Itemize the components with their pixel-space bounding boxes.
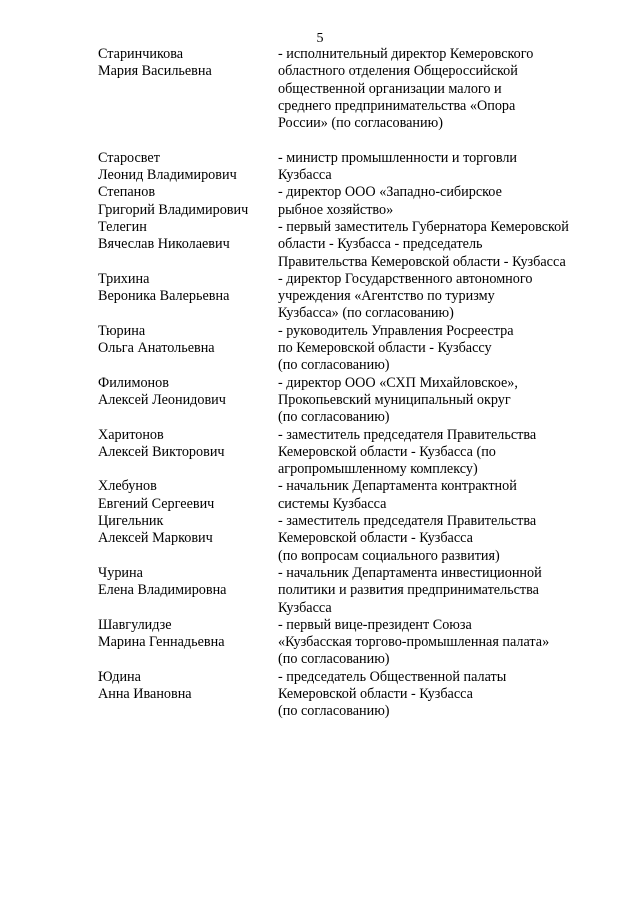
role-line: - министр промышленности и торговли <box>278 149 518 166</box>
role-line: Кемеровской области - Кузбасса (по <box>278 443 496 460</box>
member-surname: Тюрина <box>98 322 146 339</box>
role-line: - исполнительный директор Кемеровского <box>278 46 534 62</box>
role-line: (по согласованию) <box>278 409 390 426</box>
member-role <box>278 478 598 513</box>
member-name <box>98 184 278 219</box>
page-number: 5 <box>316 31 324 46</box>
member-surname: Шавгулидзе <box>98 616 172 633</box>
member-surname: Хлебунов <box>98 478 157 495</box>
member-role <box>278 617 598 669</box>
member-role <box>278 219 598 271</box>
member-name <box>98 150 278 185</box>
member-name <box>98 271 278 306</box>
member-given-names: Вячеслав Николаевич <box>98 236 230 253</box>
role-line: (по вопросам социального развития) <box>278 547 500 564</box>
role-line: агропромышленному комплексу) <box>278 461 478 478</box>
role-line: (по согласованию) <box>278 357 390 374</box>
member-entry <box>98 323 598 375</box>
member-surname: Старинчикова <box>98 46 184 62</box>
member-name <box>98 375 278 410</box>
entry-gap <box>98 132 598 149</box>
member-role <box>278 271 598 323</box>
member-surname: Харитонов <box>98 426 164 443</box>
role-line: «Кузбасская торгово-промышленная палата» <box>278 634 550 651</box>
member-surname: Трихина <box>98 270 150 287</box>
member-entry <box>98 617 598 669</box>
role-line: - руководитель Управления Росреестра <box>278 322 514 339</box>
role-line: - начальник Департамента контрактной <box>278 478 517 495</box>
member-given-names: Алексей Леонидович <box>98 391 226 408</box>
role-line: общественной организации малого и <box>278 80 502 97</box>
role-line: учреждения «Агентство по туризму <box>278 288 495 305</box>
role-line: Кузбасса <box>278 167 332 184</box>
role-line: России» (по согласованию) <box>278 115 443 132</box>
member-entry <box>98 150 598 185</box>
member-entry <box>98 219 598 271</box>
role-line: - директор Государственного автономного <box>278 270 533 287</box>
role-line: среднего предпринимательства «Опора <box>278 97 516 114</box>
role-line: области - Кузбасса - председатель <box>278 236 483 253</box>
member-surname: Степанов <box>98 184 156 201</box>
role-line: (по согласованию) <box>278 703 390 720</box>
role-line: областного отделения Общероссийской <box>278 63 518 80</box>
member-surname: Цигельник <box>98 513 164 530</box>
role-line: - директор ООО «СХП Михайловское», <box>278 374 518 391</box>
role-line: по Кемеровской области - Кузбассу <box>278 340 492 357</box>
role-line: Правительства Кемеровской области - Кузбасса <box>278 253 566 270</box>
member-name <box>98 323 278 358</box>
member-surname: Чурина <box>98 564 143 581</box>
role-line: - председатель Общественной палаты <box>278 668 507 685</box>
role-line: Кемеровской области - Кузбасса <box>278 530 473 547</box>
member-name <box>98 427 278 462</box>
member-surname: Телегин <box>98 218 147 235</box>
member-role <box>278 513 598 565</box>
role-line: - заместитель председателя Правительства <box>278 513 537 530</box>
role-line: - первый вице-президент Союза <box>278 616 472 633</box>
member-name <box>98 669 278 704</box>
member-entry <box>98 271 598 323</box>
member-role <box>278 669 598 721</box>
member-entry <box>98 478 598 513</box>
role-line: Кузбасса <box>278 599 332 616</box>
member-name <box>98 513 278 548</box>
member-role <box>278 375 598 427</box>
role-line: рыбное хозяйство» <box>278 201 394 218</box>
role-line: системы Кузбасса <box>278 495 387 512</box>
member-given-names: Евгений Сергеевич <box>98 495 215 512</box>
member-given-names: Григорий Владимирович <box>98 201 249 218</box>
role-line: Прокопьевский муниципальный округ <box>278 391 511 408</box>
member-entry <box>98 669 598 721</box>
member-name <box>98 478 278 513</box>
role-line: Кузбасса» (по согласованию) <box>278 305 454 322</box>
member-list <box>98 46 598 721</box>
member-surname: Филимонов <box>98 374 169 391</box>
member-given-names: Алексей Маркович <box>98 530 213 547</box>
member-given-names: Алексей Викторович <box>98 443 225 460</box>
member-role <box>278 150 598 185</box>
member-name <box>98 46 278 81</box>
role-line: политики и развития предпринимательства <box>278 582 539 599</box>
member-entry <box>98 513 598 565</box>
member-entry <box>98 427 598 479</box>
member-given-names: Леонид Владимирович <box>98 167 237 184</box>
member-given-names: Ольга Анатольевна <box>98 340 215 357</box>
member-role <box>278 323 598 375</box>
member-given-names: Марина Геннадьевна <box>98 634 225 651</box>
role-line: - начальник Департамента инвестиционной <box>278 564 542 581</box>
member-given-names: Елена Владимировна <box>98 582 227 599</box>
member-entry <box>98 46 598 132</box>
member-name <box>98 617 278 652</box>
member-role <box>278 427 598 479</box>
member-given-names: Мария Васильевна <box>98 63 212 80</box>
role-line: Кемеровской области - Кузбасса <box>278 685 473 702</box>
member-entry <box>98 375 598 427</box>
role-line: - заместитель председателя Правительства <box>278 426 537 443</box>
role-line: - директор ООО «Западно-сибирское <box>278 184 502 201</box>
member-entry <box>98 184 598 219</box>
member-role <box>278 46 598 132</box>
member-given-names: Вероника Валерьевна <box>98 288 230 305</box>
role-line: - первый заместитель Губернатора Кемеровской <box>278 218 569 235</box>
member-surname: Старосвет <box>98 149 160 166</box>
member-entry <box>98 565 598 617</box>
member-name <box>98 219 278 254</box>
member-role <box>278 565 598 617</box>
member-surname: Юдина <box>98 668 141 685</box>
member-role <box>278 184 598 219</box>
member-given-names: Анна Ивановна <box>98 685 192 702</box>
role-line: (по согласованию) <box>278 651 390 668</box>
member-name <box>98 565 278 600</box>
